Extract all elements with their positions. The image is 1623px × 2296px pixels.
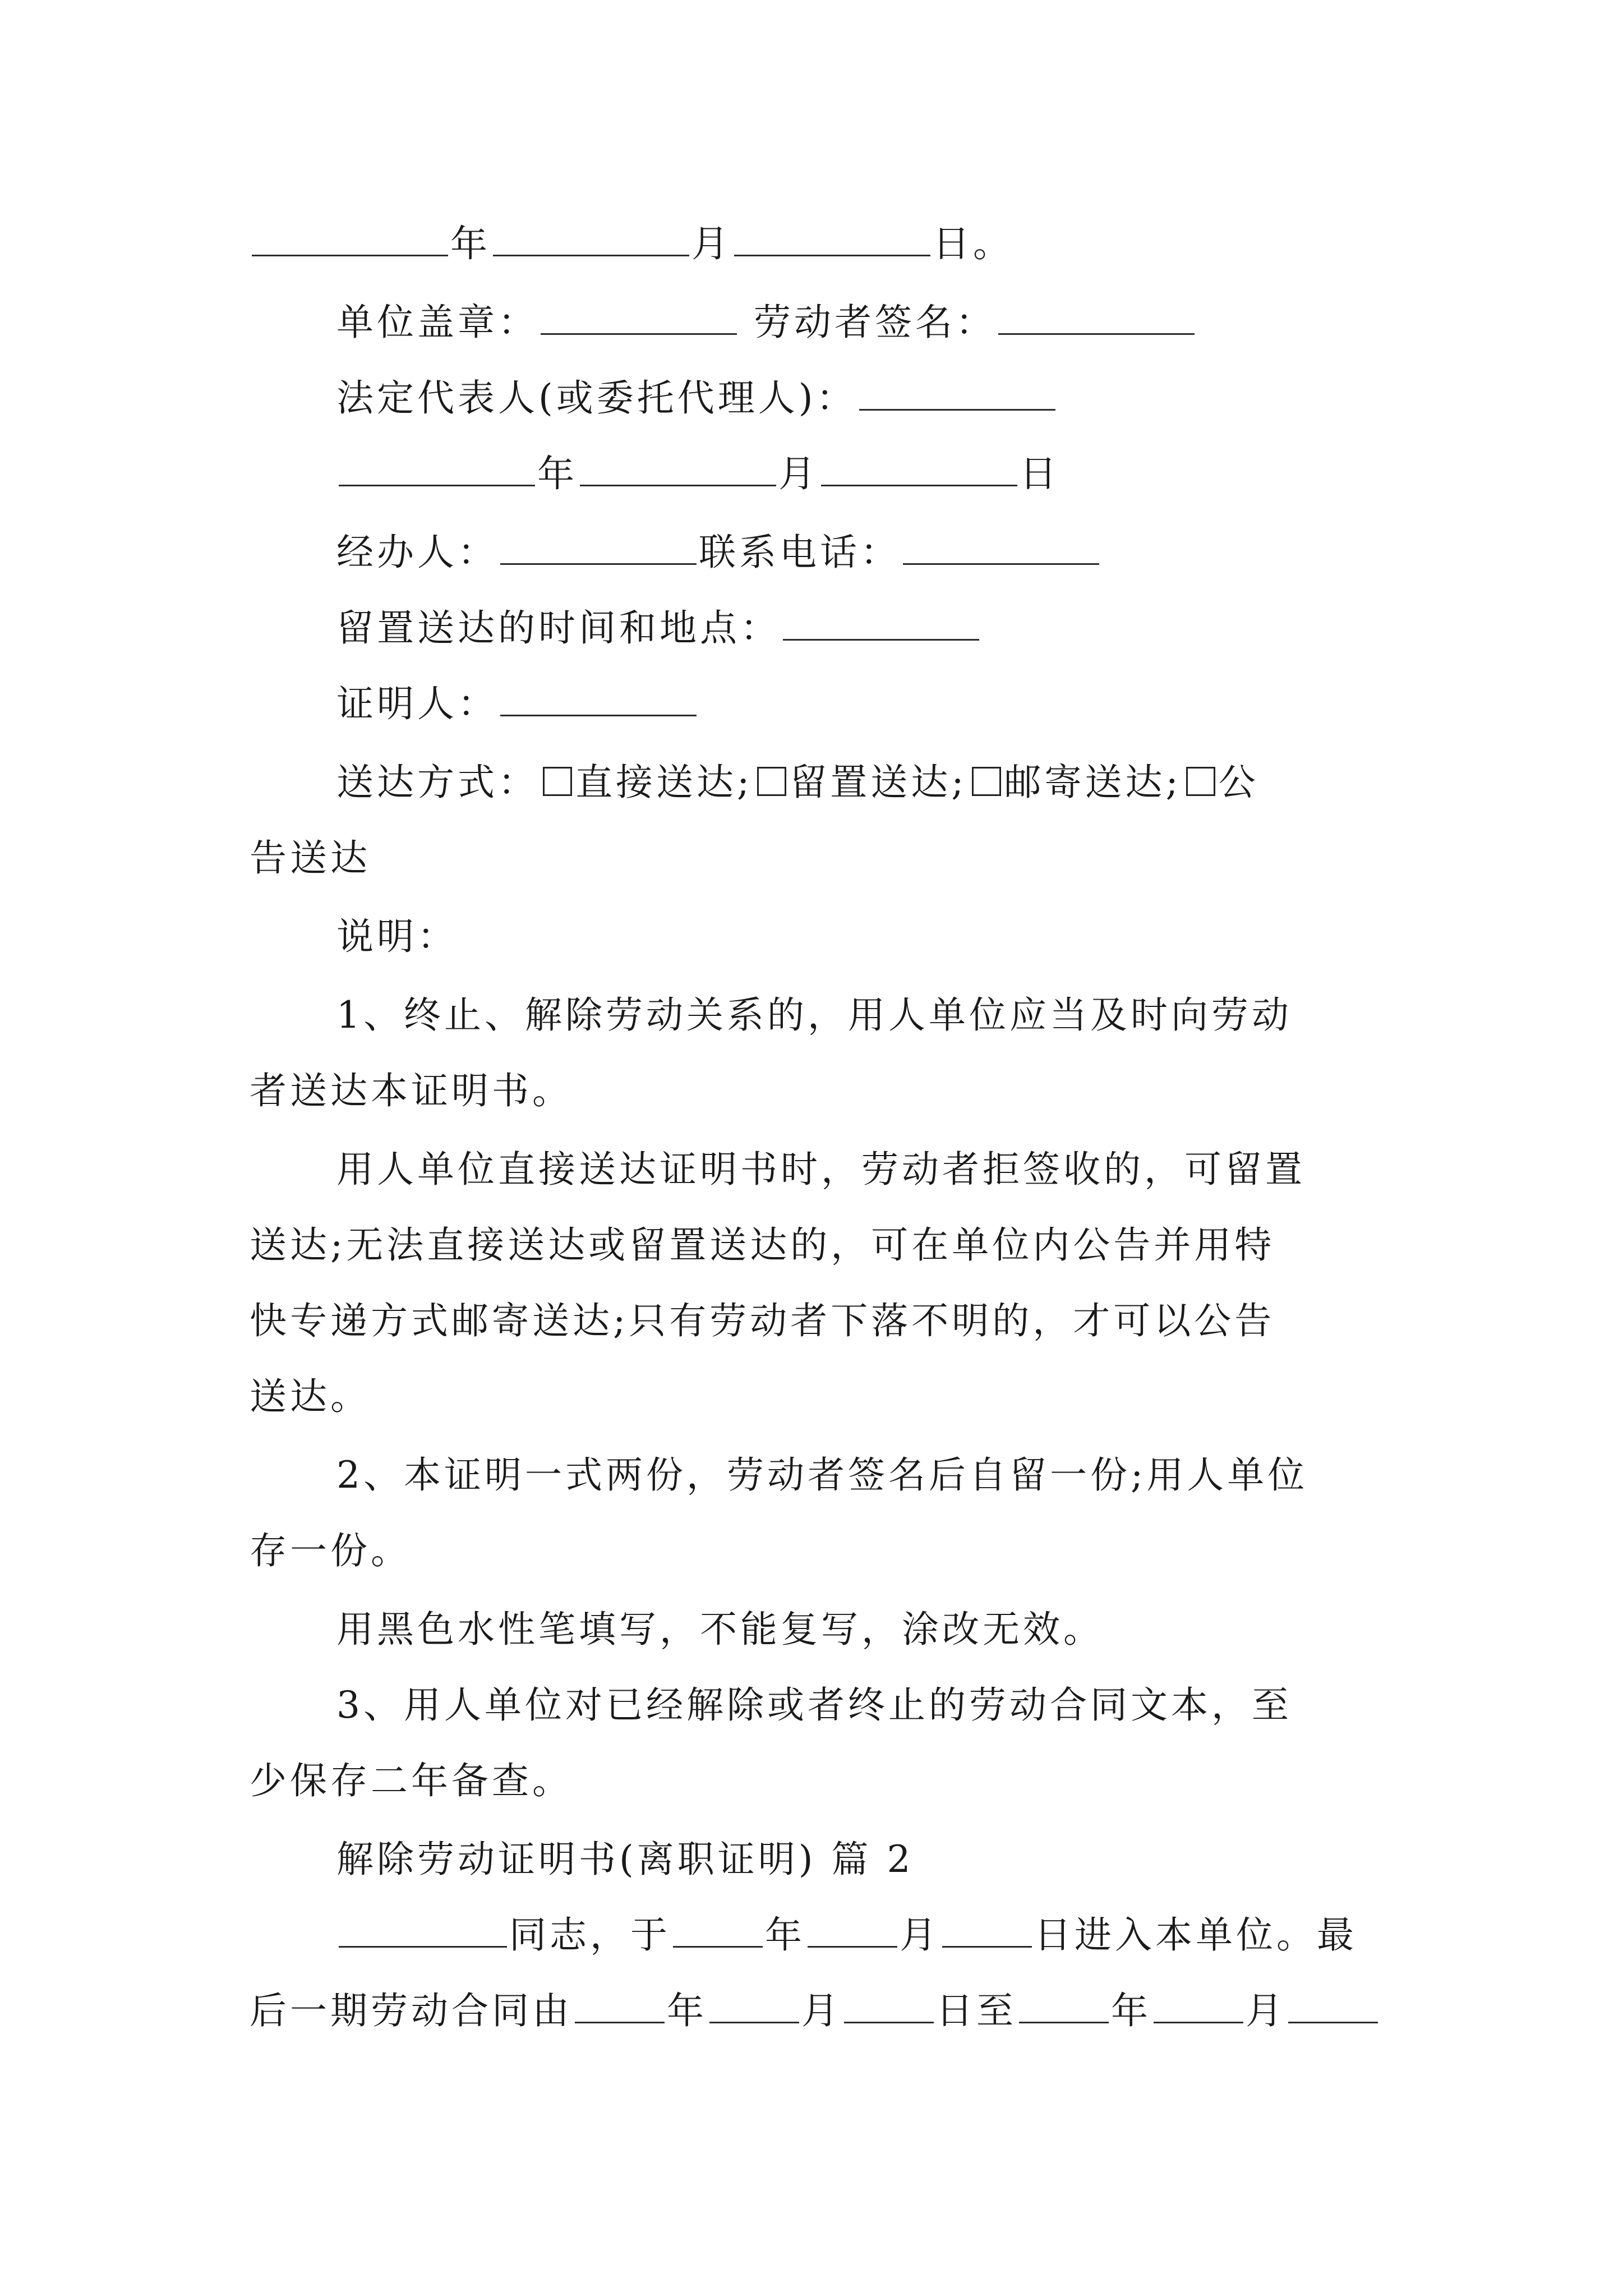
tongzhi-label: 同志，于 bbox=[509, 1913, 671, 1957]
year-blank[interactable] bbox=[252, 218, 448, 256]
contract-start-month-blank[interactable] bbox=[709, 1985, 799, 2023]
notes-p4: 用黑色水性笔填写，不能复写，涂改无效。 bbox=[336, 1608, 1104, 1651]
entry-year-blank[interactable] bbox=[673, 1909, 763, 1948]
name-blank[interactable] bbox=[339, 1909, 507, 1948]
day-blank[interactable] bbox=[734, 218, 930, 256]
leave-time-place-blank[interactable] bbox=[783, 602, 979, 641]
notes-p5-line2: 少保存二年备查。 bbox=[250, 1759, 573, 1802]
notes-p2-line4: 送达。 bbox=[250, 1375, 371, 1418]
notes-title: 说明： bbox=[336, 915, 458, 958]
handler-label: 经办人： bbox=[336, 531, 498, 574]
handler-blank[interactable] bbox=[500, 526, 697, 565]
entry-day-label: 日进入本单位。最 bbox=[1034, 1913, 1357, 1957]
phone-label: 联系电话： bbox=[699, 531, 901, 574]
notes-p5-line1: 3、用人单位对已经解除或者终止的劳动合同文本，至 bbox=[336, 1683, 1292, 1727]
delivery-line-cont bbox=[250, 830, 371, 886]
legal-rep-line bbox=[336, 370, 1058, 426]
checkbox-direct[interactable] bbox=[543, 767, 572, 796]
witness-line bbox=[336, 676, 699, 732]
notes-p3-line1: 2、本证明一式两份，劳动者签名后自留一份;用人单位 bbox=[336, 1453, 1308, 1497]
checkbox-mail[interactable] bbox=[972, 767, 1001, 796]
worker-sign-blank[interactable] bbox=[998, 296, 1195, 335]
date-line-1 bbox=[250, 216, 1013, 272]
year-label: 年 bbox=[450, 222, 491, 265]
entry-day-blank[interactable] bbox=[942, 1909, 1032, 1948]
year-label: 年 bbox=[537, 452, 578, 495]
year-blank[interactable] bbox=[339, 448, 535, 486]
delivery-option-public: 公 bbox=[1218, 761, 1259, 804]
contract-end-year-blank[interactable] bbox=[1019, 1985, 1109, 2023]
entry-month-blank[interactable] bbox=[808, 1909, 897, 1948]
month-label: 月 bbox=[778, 452, 819, 495]
day-label: 日 bbox=[1020, 452, 1060, 495]
legal-rep-label: 法定代表人(或委托代理人)： bbox=[336, 376, 857, 420]
seal-blank[interactable] bbox=[541, 296, 737, 335]
date-line-2 bbox=[336, 446, 1060, 502]
notes-p3-line2: 存一份。 bbox=[250, 1529, 411, 1572]
delivery-option-leave: 留置送达; bbox=[790, 761, 967, 804]
contract-start-year-label: 年 bbox=[667, 1989, 707, 2032]
contract-start-day-blank[interactable] bbox=[844, 1985, 934, 2023]
seal-line bbox=[336, 295, 1197, 351]
leave-time-place-line bbox=[336, 600, 981, 656]
notes-p2-line2: 送达;无法直接送达或留置送达的，可在单位内公告并用特 bbox=[250, 1223, 1275, 1267]
section2-line1 bbox=[336, 1907, 1357, 1963]
witness-label: 证明人： bbox=[336, 682, 498, 725]
delivery-line bbox=[336, 754, 1259, 811]
checkbox-public[interactable] bbox=[1186, 767, 1215, 796]
contract-end-month-label: 月 bbox=[1246, 1989, 1286, 2032]
entry-year-label: 年 bbox=[765, 1913, 805, 1957]
witness-blank[interactable] bbox=[500, 678, 697, 716]
month-label: 月 bbox=[691, 222, 732, 265]
notes-p1-line2: 者送达本证明书。 bbox=[250, 1069, 573, 1112]
contract-start-label: 后一期劳动合同由 bbox=[250, 1989, 573, 2032]
delivery-label: 送达方式： bbox=[336, 761, 538, 804]
phone-blank[interactable] bbox=[903, 526, 1099, 565]
notes-p1-line1: 1、终止、解除劳动关系的，用人单位应当及时向劳动 bbox=[336, 993, 1292, 1037]
delivery-option-direct: 直接送达; bbox=[575, 761, 753, 804]
section2-title: 解除劳动证明书(离职证明) 篇 2 bbox=[336, 1838, 914, 1881]
notes-p2-line3: 快专递方式邮寄送达;只有劳动者下落不明的，才可以公告 bbox=[250, 1299, 1275, 1342]
month-blank[interactable] bbox=[493, 218, 689, 256]
day-blank[interactable] bbox=[821, 448, 1017, 486]
contract-end-year-label: 年 bbox=[1111, 1989, 1151, 2032]
seal-label: 单位盖章： bbox=[336, 301, 538, 344]
contract-start-month-label: 月 bbox=[801, 1989, 842, 2032]
month-blank[interactable] bbox=[580, 448, 776, 486]
notes-p2-line1: 用人单位直接送达证明书时，劳动者拒签收的，可留置 bbox=[336, 1148, 1306, 1191]
checkbox-leave[interactable] bbox=[757, 767, 786, 796]
contract-day-to-label: 日至 bbox=[936, 1989, 1017, 2032]
section2-line2 bbox=[250, 1983, 1380, 2039]
contract-end-month-blank[interactable] bbox=[1154, 1985, 1243, 2023]
contract-end-day-blank[interactable] bbox=[1288, 1985, 1378, 2023]
delivery-option-mail: 邮寄送达; bbox=[1004, 761, 1182, 804]
entry-month-label: 月 bbox=[900, 1913, 940, 1957]
worker-sign-label: 劳动者签名： bbox=[754, 301, 996, 344]
legal-rep-blank[interactable] bbox=[859, 372, 1055, 411]
delivery-option-public-cont: 告送达 bbox=[250, 836, 371, 880]
handler-line bbox=[336, 524, 1101, 581]
day-label: 日。 bbox=[933, 222, 1013, 265]
leave-time-place-label: 留置送达的时间和地点： bbox=[336, 606, 781, 650]
contract-start-year-blank[interactable] bbox=[575, 1985, 665, 2023]
